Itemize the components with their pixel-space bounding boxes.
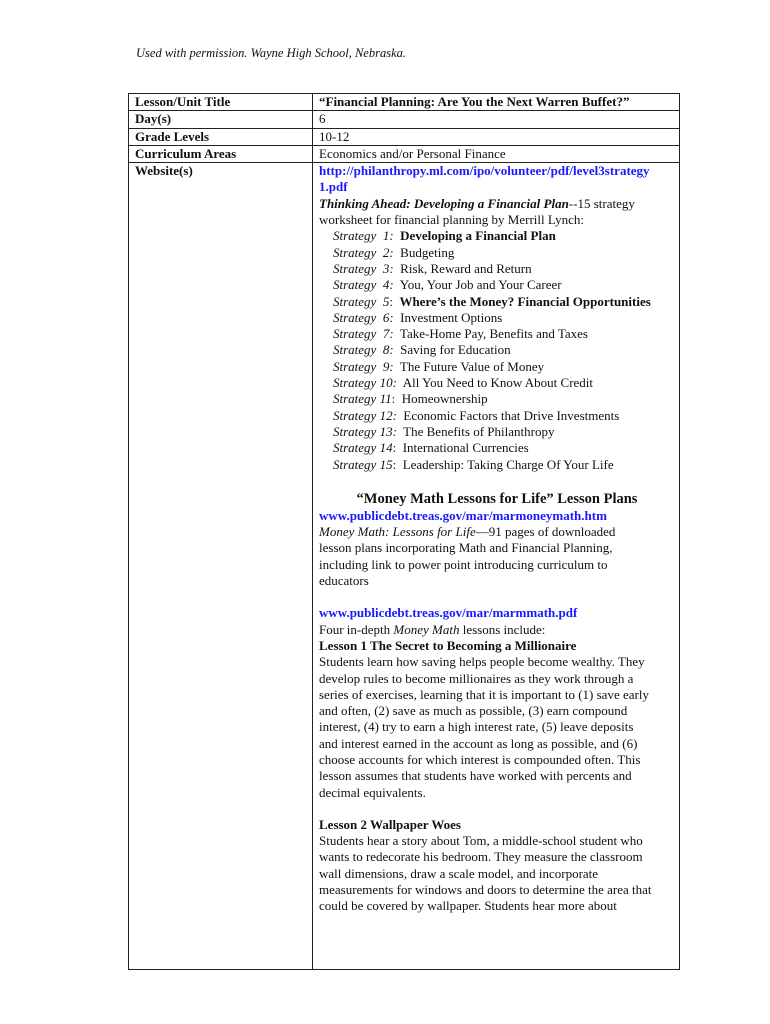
strategy-name: The Benefits of Philanthropy bbox=[403, 423, 555, 439]
lesson-1-body bbox=[319, 654, 675, 801]
websites-content bbox=[313, 163, 680, 970]
lesson-1-title: Lesson 1 The Secret to Becoming a Millionaire bbox=[319, 637, 577, 653]
lesson-body-line: choose accounts for which interest is compounded often. This bbox=[319, 751, 641, 767]
strategy-item: Strategy 14: International Currencies bbox=[333, 440, 529, 456]
money-math-desc-line: including link to power point introducing curriculum to bbox=[319, 556, 608, 572]
thinking-ahead-desc bbox=[319, 196, 675, 212]
four-lessons-intro bbox=[319, 622, 675, 638]
days-row bbox=[129, 111, 680, 128]
strategy-item bbox=[319, 310, 675, 326]
lesson-2-body bbox=[319, 833, 675, 914]
four-lessons-b: lessons include: bbox=[459, 621, 546, 637]
strategy-name: Take-Home Pay, Benefits and Taxes bbox=[399, 326, 588, 342]
lesson-body-line: decimal equivalents. bbox=[319, 784, 426, 800]
strategy-item bbox=[319, 342, 675, 358]
lesson-body-line: Students hear a story about Tom, a middle-school student who bbox=[319, 833, 643, 849]
strategy-item bbox=[319, 375, 675, 391]
strategy-name: Developing a Financial Plan bbox=[400, 228, 556, 244]
strategy-item bbox=[319, 228, 675, 244]
days-value: 6 bbox=[313, 111, 680, 128]
strategy-number: Strategy 4: bbox=[333, 277, 394, 293]
strategy-number: Strategy 11 bbox=[333, 391, 392, 407]
websites-label: Website(s) bbox=[129, 163, 313, 970]
websites-row bbox=[129, 163, 680, 970]
strategy-name: All You Need to Know About Credit bbox=[402, 375, 594, 391]
four-lessons-a: Four in-depth bbox=[319, 621, 394, 637]
strategy-number: Strategy 3: bbox=[333, 260, 394, 276]
strategy-number: Strategy 12: bbox=[333, 407, 397, 423]
strategy-name: Leadership: Taking Charge Of Your Life bbox=[402, 456, 614, 472]
strategy-number: Strategy 8: bbox=[333, 342, 394, 358]
strategy-name: You, Your Job and Your Career bbox=[399, 277, 562, 293]
link-line-2[interactable]: 1.pdf bbox=[319, 179, 348, 195]
lesson-2-title: Lesson 2 Wallpaper Woes bbox=[319, 816, 461, 832]
strategy-name: Economic Factors that Drive Investments bbox=[403, 407, 620, 423]
money-math-desc-line: educators bbox=[319, 573, 369, 589]
title-row bbox=[129, 94, 680, 111]
strategy-number: Strategy 7: bbox=[333, 326, 394, 342]
lesson-body-line: and often, (2) save as much as possible, (3) earn compound bbox=[319, 703, 628, 719]
lesson-body-line: series of exercises, learning that it is important to (1) save early bbox=[319, 686, 649, 702]
strategy-name: Budgeting bbox=[400, 244, 455, 260]
lesson-body-line: develop rules to become millionaires as they work through a bbox=[319, 670, 634, 686]
strategy-item bbox=[319, 277, 675, 293]
money-math-desc-a: —91 pages of downloaded bbox=[475, 524, 616, 540]
strategy-name: Investment Options bbox=[400, 309, 503, 325]
strategy-name: The Future Value of Money bbox=[399, 358, 545, 374]
strategy-item bbox=[319, 245, 675, 261]
strategy-number: Strategy 9: bbox=[333, 358, 394, 374]
marmmath-link[interactable]: www.publicdebt.treas.gov/mar/marmmath.pdf bbox=[319, 605, 578, 621]
strategy-number: Strategy 13: bbox=[333, 423, 397, 439]
strategy-name: Where’s the Money? Financial Opportunities bbox=[399, 293, 651, 309]
strategy-number: Strategy 10: bbox=[333, 375, 397, 391]
strategy-item: Strategy 15: Leadership: Taking Charge Of Your Life bbox=[333, 456, 614, 472]
strategy-number: Strategy 1: bbox=[333, 228, 394, 244]
title-label: Lesson/Unit Title bbox=[129, 94, 313, 111]
lesson-body-line: lesson assumes that students have worked with percents and bbox=[319, 768, 632, 784]
grades-label: Grade Levels bbox=[129, 128, 313, 145]
thinking-ahead-title: Thinking Ahead: Developing a Financial Plan bbox=[319, 195, 569, 211]
strategy-name: Risk, Reward and Return bbox=[400, 260, 532, 276]
merrill-lynch-link[interactable] bbox=[319, 163, 675, 196]
lesson-body-line: could be covered by wallpaper. Students hear more about bbox=[319, 898, 617, 914]
strategy-item: Strategy 11: Homeownership bbox=[333, 391, 488, 407]
strategy-item bbox=[319, 408, 675, 424]
lesson-plan-table bbox=[128, 93, 680, 970]
permission-note: Used with permission. Wayne High School, Nebraska. bbox=[136, 46, 407, 60]
strategy-item bbox=[319, 326, 675, 342]
lesson-body-line: interest, (4) try to earn a high interest rate, (5) leave deposits bbox=[319, 719, 634, 735]
strategy-item bbox=[319, 424, 675, 440]
title-value: “Financial Planning: Are You the Next Warren Buffet?” bbox=[313, 94, 680, 111]
lesson-body-line: wants to redecorate his bedroom. They measure the classroom bbox=[319, 849, 643, 865]
strategy-item bbox=[319, 261, 675, 277]
curriculum-value: Economics and/or Personal Finance bbox=[313, 145, 680, 162]
strategy-item bbox=[319, 359, 675, 375]
thinking-ahead-desc-b: worksheet for financial planning by Merrill Lynch: bbox=[319, 212, 584, 228]
link-line-1[interactable]: http://philanthropy.ml.com/ipo/volunteer/pdf/level3strategy bbox=[319, 163, 650, 179]
strategy-number: Strategy 5 bbox=[333, 293, 390, 309]
money-math-desc-line: lesson plans incorporating Math and Financial Planning, bbox=[319, 540, 613, 556]
strategy-item: Strategy 5: Where’s the Money? Financial Opportunities bbox=[333, 293, 651, 309]
grades-row bbox=[129, 128, 680, 145]
grades-value: 10-12 bbox=[313, 128, 680, 145]
money-math-desc bbox=[319, 524, 675, 540]
money-math-link[interactable]: www.publicdebt.treas.gov/mar/marmoneymath.htm bbox=[319, 507, 607, 523]
curriculum-row bbox=[129, 145, 680, 162]
strategy-list bbox=[319, 228, 675, 472]
strategy-number: Strategy 15 bbox=[333, 456, 393, 472]
lesson-body-line: and interest earned in the account as long as possible, and (6) bbox=[319, 735, 638, 751]
lesson-body-line: measurements for windows and doors to determine the area that bbox=[319, 882, 652, 898]
four-lessons-italic: Money Math bbox=[393, 621, 460, 637]
money-math-title: Money Math: Lessons for Life bbox=[319, 524, 476, 540]
strategy-name: Homeownership bbox=[401, 391, 488, 407]
lesson-body-line: wall dimensions, draw a scale model, and incorporate bbox=[319, 865, 599, 881]
money-math-heading: “Money Math Lessons for Life” Lesson Plans bbox=[356, 490, 638, 507]
thinking-ahead-desc-a: --15 strategy bbox=[568, 195, 635, 211]
strategy-name: International Currencies bbox=[402, 440, 529, 456]
strategy-number: Strategy 6: bbox=[333, 309, 394, 325]
lesson-body-line: Students learn how saving helps people become wealthy. They bbox=[319, 654, 645, 670]
curriculum-label: Curriculum Areas bbox=[129, 145, 313, 162]
strategy-number: Strategy 14 bbox=[333, 440, 393, 456]
days-label: Day(s) bbox=[129, 111, 313, 128]
strategy-name: Saving for Education bbox=[400, 342, 511, 358]
strategy-number: Strategy 2: bbox=[333, 244, 394, 260]
